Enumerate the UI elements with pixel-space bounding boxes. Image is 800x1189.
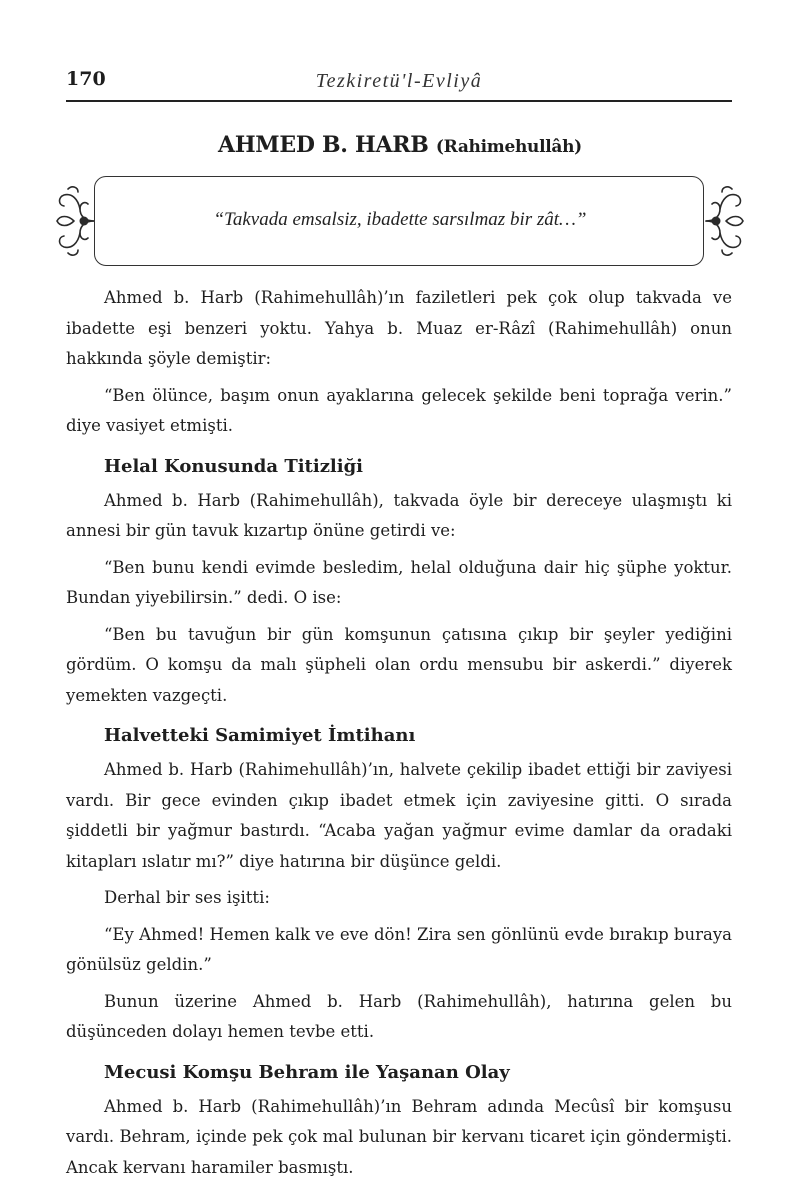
paragraph: “Ey Ahmed! Hemen kalk ve eve dön! Zira sen gönlünü evde bırakıp buraya gönülsüz geldin.” — [66, 924, 732, 974]
paragraph: “Ben ölünce, başım onun ayaklarına gelecek şekilde beni toprağa verin.” diye vasiyet etmişti. — [66, 385, 732, 435]
body-text — [66, 283, 732, 1189]
paragraph: Derhal bir ses işitti: — [104, 888, 270, 907]
paragraph: Ahmed b. Harb (Rahimehullâh), takvada öyle bir dereceye ulaşmıştı ki annesi bir gün tavuk kızartıp önüne getirdi ve: — [66, 490, 732, 540]
floral-scroll-icon — [702, 181, 746, 261]
section-heading: Helal Konusunda Titizliği — [104, 455, 364, 477]
section-heading: Halvetteki Samimiyet İmtihanı — [104, 725, 416, 746]
paragraph: Ahmed b. Harb (Rahimehullâh)’ın, halvete çekilip ibadet ettiği bir zaviyesi vardı. Bir gece evinden çıkıp ibadet etmek için zaviyesine gitti. O sırada şiddetli bir yağmur bastırdı. “Acaba yağan yağmur evime damlar da oradaki kitapları ıslatır mı?” diye hatırına bir düşünce geldi. — [66, 760, 732, 871]
epigraph-frame — [94, 176, 704, 266]
chapter-honorific: (Rahimehullâh) — [435, 137, 582, 157]
paragraph: Ahmed b. Harb (Rahimehullâh)’ın Behram adında Mecûsî bir komşusu vardı. Behram, içinde pek çok mal bulunan bir kervanı ticaret için göndermişti. Ancak kervanı haramiler basmıştı. — [66, 1096, 732, 1177]
floral-scroll-icon — [54, 181, 98, 261]
chapter-title — [0, 132, 800, 158]
paragraph: Ahmed b. Harb (Rahimehullâh)’ın faziletleri pek çok olup takvada ve ibadette eşi benzeri yoktu. Yahya b. Muaz er-Râzî (Rahimehullâh) onun hakkında şöyle demiştir: — [66, 288, 732, 368]
running-header — [66, 66, 732, 102]
epigraph-quote: “Takvada emsalsiz, ibadette sarsılmaz bir zât…” — [213, 209, 587, 230]
paragraph: “Ben bunu kendi evimde besledim, helal olduğuna dair hiç şüphe yoktur. Bundan yiyebilirsin.” dedi. O ise: — [66, 557, 732, 607]
chapter-name: AHMED B. HARB — [218, 132, 429, 158]
page-number: 170 — [66, 68, 106, 90]
book-title: Tezkiretü'l-Evliyâ — [315, 70, 483, 92]
paragraph: Bunun üzerine Ahmed b. Harb (Rahimehullâh), hatırına gelen bu düşünceden dolayı hemen tevbe etti. — [66, 991, 732, 1041]
paragraph: “Ben bu tavuğun bir gün komşunun çatısına çıkıp bir şeyler yediğini gördüm. O komşu da malı şüpheli olan ordu mensubu bir askerdi.” diyerek yemekten vazgeçti. — [66, 624, 732, 705]
section-heading: Mecusi Komşu Behram ile Yaşanan Olay — [104, 1061, 510, 1083]
